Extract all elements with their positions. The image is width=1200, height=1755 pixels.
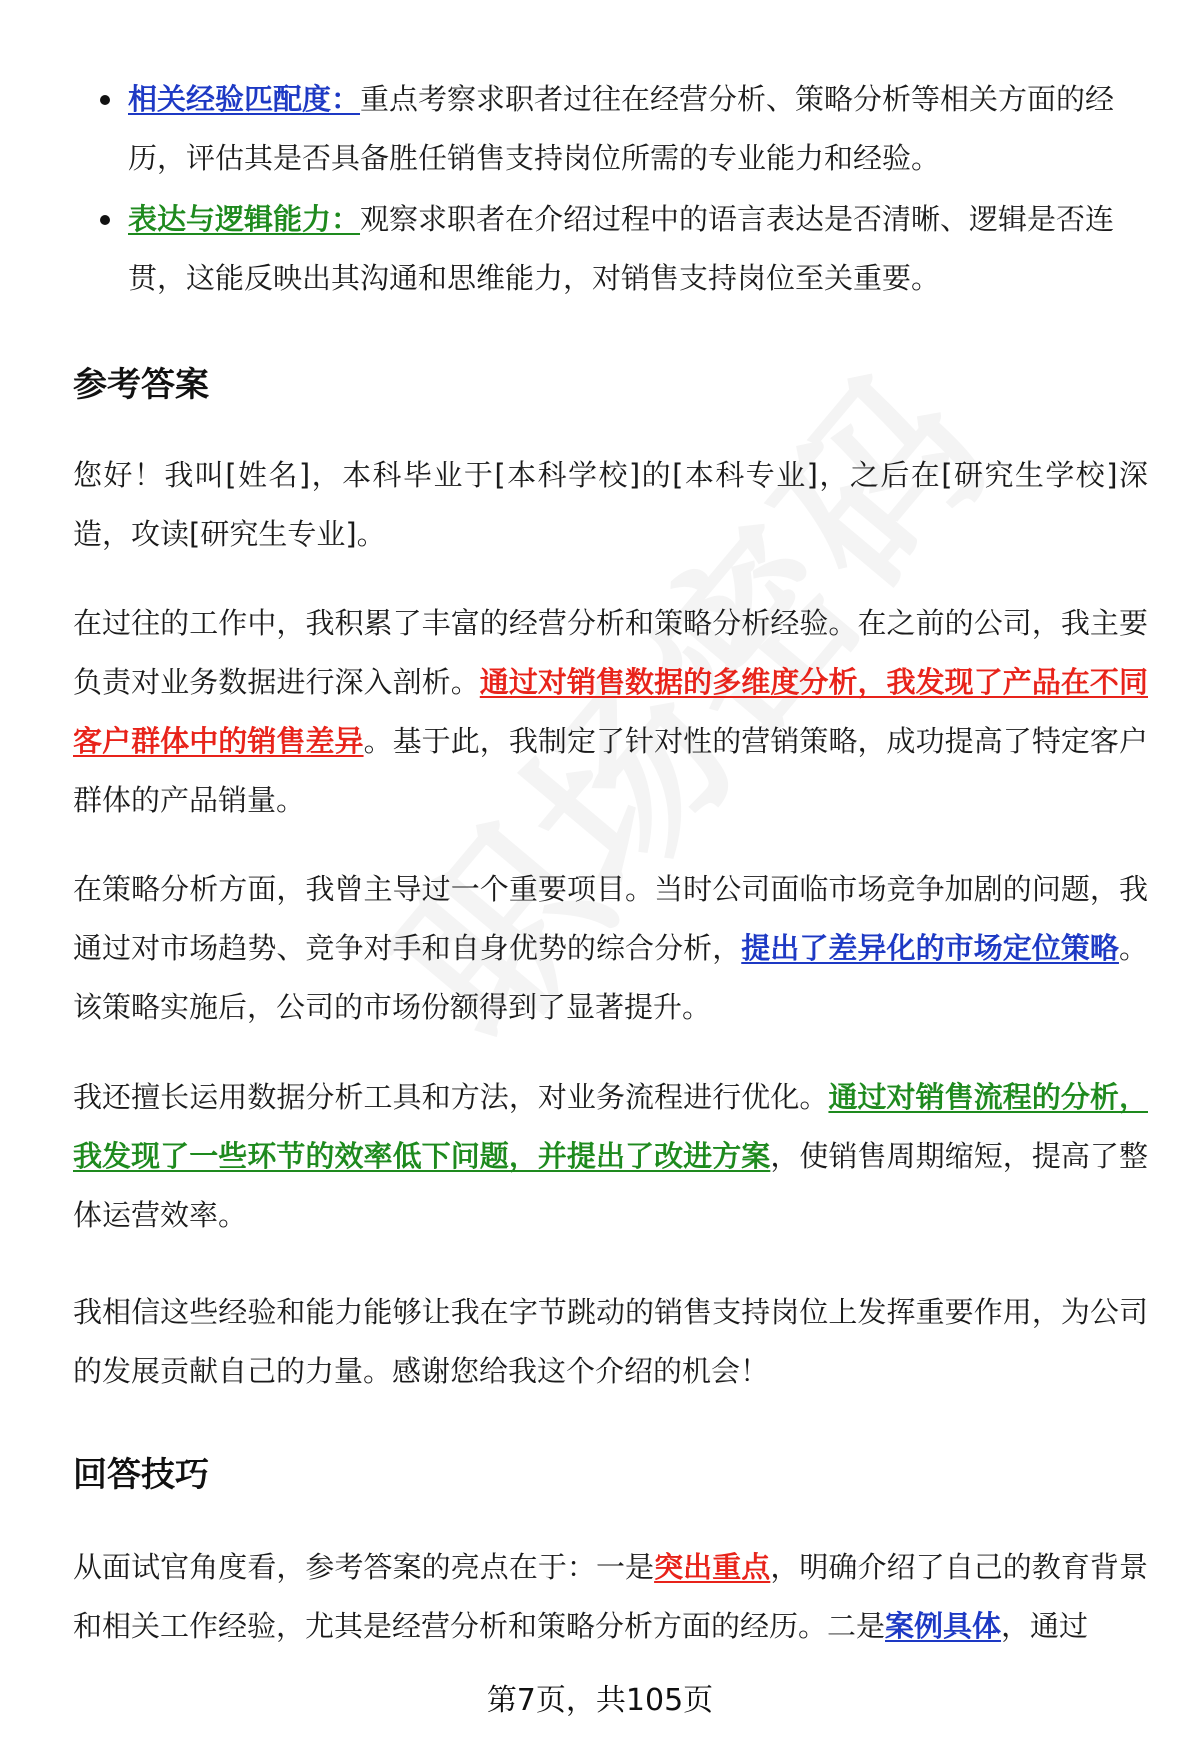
highlight-text: 突出重点: [654, 1550, 771, 1584]
answer-paragraph: [73, 446, 1148, 564]
criteria-label: 相关经验匹配度：: [128, 82, 361, 116]
paragraph-text: 您好！我叫[姓名]，本科毕业于[本科学校]的[本科专业]，之后在[研究生学校]深造，攻读[研究生专业]。: [73, 458, 1148, 551]
paragraph-text: 我还擅长运用数据分析工具和方法，对业务流程进行优化。: [73, 1080, 829, 1114]
list-item: [128, 190, 1148, 308]
paragraph-text: 在策略分析方面，我曾主导过一个重要项目。当时公司面临市场竞争加剧的问题，我通过对市场趋势、竞争对手和自身优势的综合分析，: [73, 872, 1148, 965]
bullet-icon: [100, 95, 110, 105]
tips-paragraph: [73, 1538, 1148, 1656]
highlight-text: 通过对销售数据的多维度分析，我发现了产品在不同客户群体中的销售差异: [73, 665, 1148, 758]
answer-paragraph: [73, 594, 1148, 830]
paragraph-text: 从面试官角度看，参考答案的亮点在于：一是: [73, 1550, 655, 1584]
paragraph-text: ，通过: [1001, 1609, 1089, 1643]
section-title-tips: 回答技巧: [73, 1455, 209, 1495]
answer-paragraph: [73, 1283, 1148, 1401]
answer-paragraph: [73, 860, 1148, 1037]
paragraph-text: 在过往的工作中，我积累了丰富的经营分析和策略分析经验。在之前的公司，我主要负责对业务数据进行深入剖析。: [73, 606, 1148, 699]
paragraph-text: 。基于此，我制定了针对性的营销策略，成功提高了特定客户群体的产品销量。: [73, 724, 1148, 817]
list-item: [128, 70, 1148, 188]
bullet-icon: [100, 215, 110, 225]
criteria-list: [128, 70, 1148, 310]
criteria-text: 重点考察求职者过往在经营分析、策略分析等相关方面的经历，评估其是否具备胜任销售支持岗位所需的专业能力和经验。: [128, 82, 1115, 175]
paragraph-text: 我相信这些经验和能力能够让我在字节跳动的销售支持岗位上发挥重要作用，为公司的发展贡献自己的力量。感谢您给我这个介绍的机会！: [73, 1295, 1148, 1388]
paragraph-text: ，使销售周期缩短，提高了整体运营效率。: [73, 1139, 1148, 1232]
paragraph-text: 。该策略实施后，公司的市场份额得到了显著提升。: [73, 931, 1148, 1024]
page-number: 第7页，共105页: [486, 1683, 714, 1718]
highlight-text: 通过对销售流程的分析，我发现了一些环节的效率低下问题，并提出了改进方案: [73, 1080, 1148, 1173]
criteria-label: 表达与逻辑能力：: [128, 202, 361, 236]
answer-paragraph: [73, 1068, 1148, 1245]
paragraph-text: ，明确介绍了自己的教育背景和相关工作经验，尤其是经营分析和策略分析方面的经历。二是: [73, 1550, 1148, 1643]
highlight-text: 提出了差异化的市场定位策略: [741, 931, 1119, 965]
criteria-text: 观察求职者在介绍过程中的语言表达是否清晰、逻辑是否连贯，这能反映出其沟通和思维能力，对销售支持岗位至关重要。: [128, 202, 1115, 295]
section-title-answer: 参考答案: [73, 365, 209, 405]
highlight-text: 案例具体: [885, 1609, 1002, 1643]
